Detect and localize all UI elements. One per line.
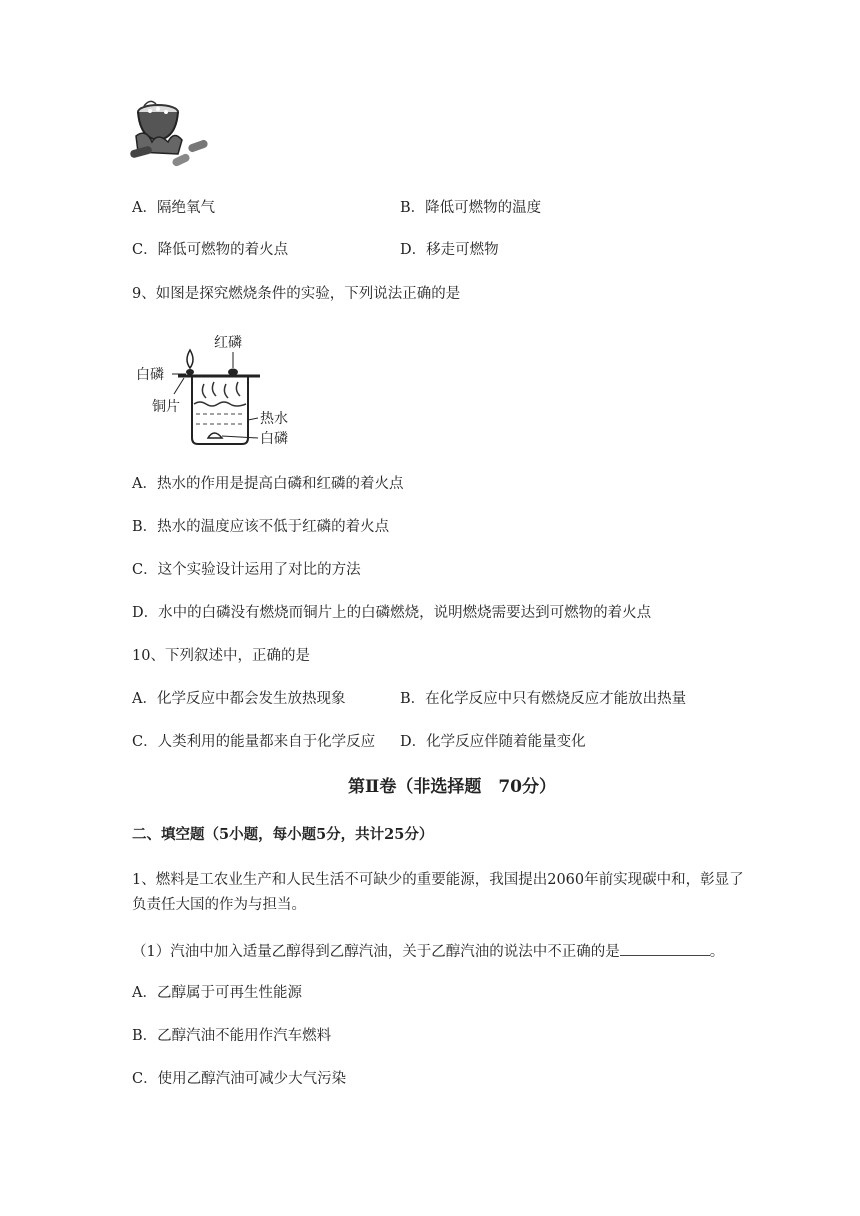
fill1-stem-line2: 负责任大国的作为与担当。 — [132, 897, 306, 913]
section-heading: 二、填空题（5小题，每小题5分，共计25分） — [132, 826, 434, 843]
label-copper-plate: 铜片 — [152, 399, 180, 415]
cooking-fire-figure — [128, 98, 210, 170]
fill1-option-a: A．乙醇属于可再生性能源 — [132, 985, 302, 1001]
q10-option-a: A．化学反应中都会发生放热现象 — [132, 691, 346, 707]
q9-option-a: A．热水的作用是提高白磷和红磷的着火点 — [132, 476, 404, 492]
sub-question-text: （1）汽油中加入适量乙醇得到乙醇汽油，关于乙醇汽油的说法中不正确的是 — [132, 944, 620, 960]
q9-option-c: C．这个实验设计运用了对比的方法 — [132, 562, 361, 578]
combustion-experiment-figure — [134, 332, 314, 456]
label-white-phosphorus-water: 白磷 — [260, 431, 288, 447]
sub-question-end: 。 — [709, 944, 725, 960]
q10-stem: 10、下列叙述中，正确的是 — [132, 648, 310, 664]
section-title: 第Ⅱ卷（非选择题 70分） — [348, 777, 556, 797]
q9-option-d: D．水中的白磷没有燃烧而铜片上的白磷燃烧，说明燃烧需要达到可燃物的着火点 — [132, 605, 652, 621]
q10-option-c: C．人类利用的能量都来自于化学反应 — [132, 734, 376, 750]
answer-blank[interactable] — [620, 941, 710, 956]
q8-option-b: B．降低可燃物的温度 — [400, 200, 542, 216]
q9-option-b: B．热水的温度应该不低于红磷的着火点 — [132, 519, 390, 535]
fill1-option-c: C．使用乙醇汽油可减少大气污染 — [132, 1071, 347, 1087]
fill1-sub-question-1 — [132, 941, 724, 961]
label-red-phosphorus: 红磷 — [214, 335, 242, 351]
q10-option-d: D．化学反应伴随着能量变化 — [400, 734, 586, 750]
q10-option-b: B．在化学反应中只有燃烧反应才能放出热量 — [400, 691, 687, 707]
fill1-option-b: B．乙醇汽油不能用作汽车燃料 — [132, 1028, 332, 1044]
q8-option-c: C．降低可燃物的着火点 — [132, 242, 289, 258]
q8-option-a: A．隔绝氧气 — [132, 200, 215, 216]
label-white-phosphorus-plate: 白磷 — [136, 367, 164, 383]
q9-stem: 9、如图是探究燃烧条件的实验，下列说法正确的是 — [132, 286, 461, 302]
label-hot-water: 热水 — [260, 411, 288, 427]
fill1-stem-line1: 1、燃料是工农业生产和人民生活不可缺少的重要能源，我国提出2060年前实现碳中和，彰显了 — [132, 872, 744, 888]
q8-option-d: D．移走可燃物 — [400, 242, 499, 258]
